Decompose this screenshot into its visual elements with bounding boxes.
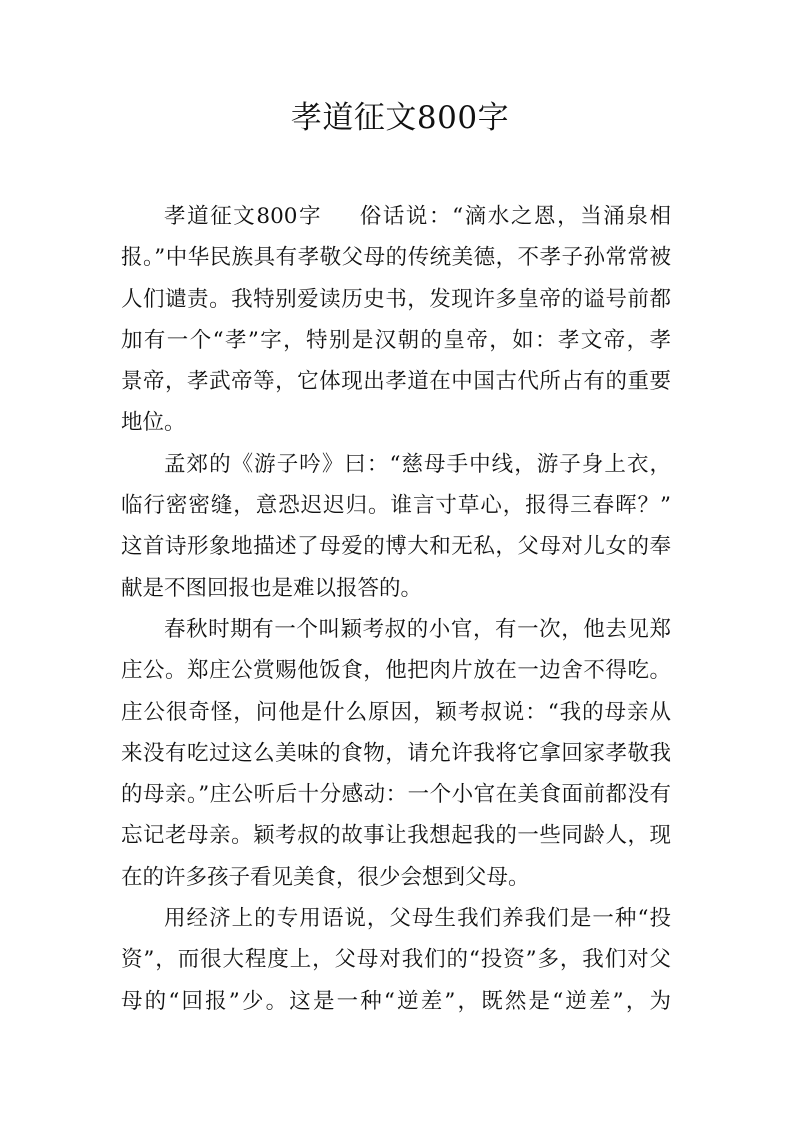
text-line: 人们谴责。我特别爱读历史书，发现许多皇帝的谥号前都 — [121, 286, 671, 312]
text-line: 庄公。郑庄公赏赐他饭食，他把肉片放在一边舍不得吃。 — [121, 658, 671, 684]
text-line: 孟郊的《游子吟》曰：“慈母手中线，游子身上衣， — [164, 451, 671, 477]
text-line: 的母亲。”庄公听后十分感动：一个小官在美食面前都没有 — [121, 782, 671, 808]
text-line: 资”，而很大程度上，父母对我们的“投资”多，我们对父 — [121, 947, 671, 973]
text-segment: 俗话说：“滴水之恩，当涌泉相 — [358, 204, 671, 229]
text-line: 加有一个“孝”字，特别是汉朝的皇帝，如：孝文帝，孝 — [121, 327, 671, 353]
text-line — [121, 196, 671, 237]
text-line: 庄公很奇怪，问他是什么原因，颖考叔说：“我的母亲从 — [121, 699, 671, 725]
document-body — [121, 196, 671, 1022]
text-line: 景帝，孝武帝等，它体现出孝道在中国古代所占有的重要 — [121, 369, 671, 395]
text-line: 这首诗形象地描述了母爱的博大和无私，父母对儿女的奉 — [121, 534, 671, 560]
text-line: 地位。 — [121, 410, 186, 436]
text-line: 来没有吃过这么美味的食物，请允许我将它拿回家孝敬我 — [121, 740, 671, 766]
text-line: 报。”中华民族具有孝敬父母的传统美德，不孝子孙常常被 — [121, 245, 671, 271]
inline-heading: 孝道征文800字 — [164, 204, 323, 229]
text-line: 临行密密缝，意恐迟迟归。谁言寸草心，报得三春晖？” — [121, 493, 671, 519]
text-line: 在的许多孩子看见美食，很少会想到父母。 — [121, 864, 530, 890]
text-line: 忘记老母亲。颖考叔的故事让我想起我的一些同龄人，现 — [121, 823, 671, 849]
text-line: 春秋时期有一个叫颖考叔的小官，有一次，他去见郑 — [164, 616, 671, 642]
text-line: 母的“回报”少。这是一种“逆差”，既然是“逆差”，为 — [121, 988, 671, 1014]
text-line: 献是不图回报也是难以报答的。 — [121, 575, 423, 601]
text-line: 用经济上的专用语说，父母生我们养我们是一种“投 — [164, 906, 671, 932]
document-title: 孝道征文800字 — [290, 100, 510, 136]
